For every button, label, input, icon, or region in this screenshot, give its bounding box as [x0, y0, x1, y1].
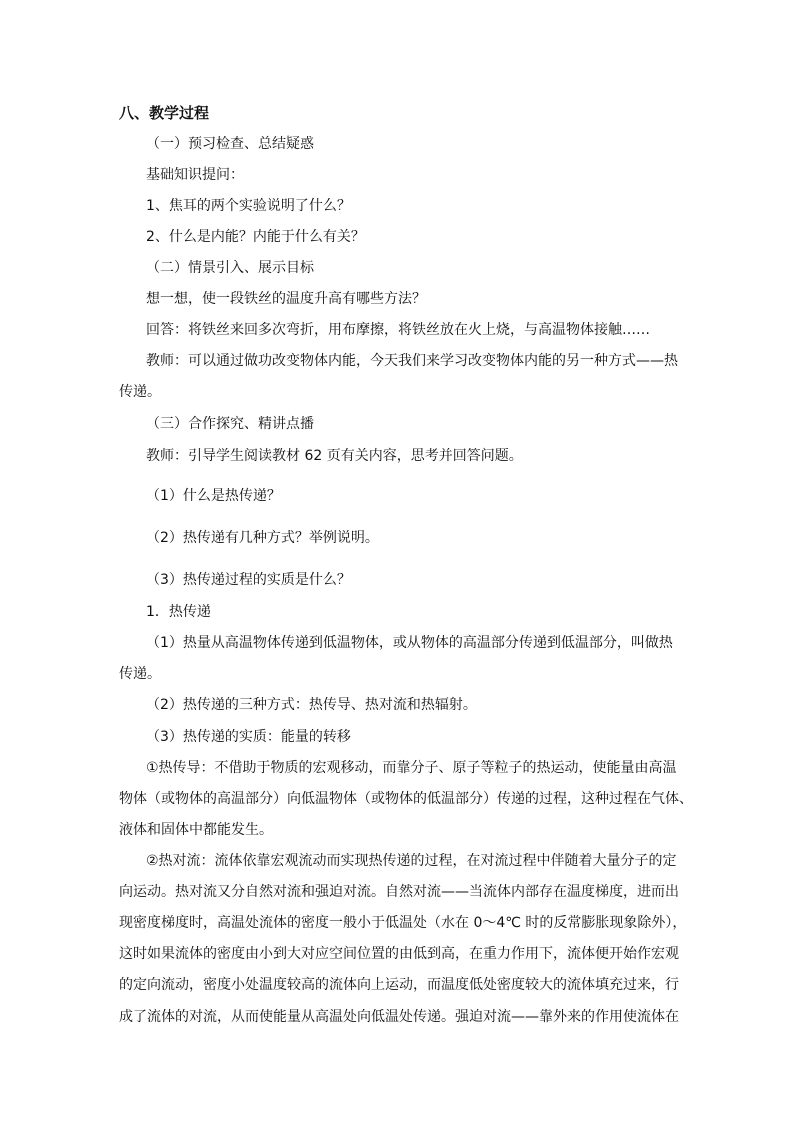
- question-line: 2、什么是内能？内能于什么有关？: [146, 229, 365, 245]
- paragraph-line: （2）热传递的三种方式：热传导、热对流和热辐射。: [146, 697, 477, 713]
- paragraph-line: 的定向流动，密度小处温度较高的流体向上运动，而温度低处密度较大的流体填充过来，行: [119, 977, 679, 993]
- paragraph-line: 教师：可以通过做功改变物体内能，今天我们来学习改变物体内能的另一种方式——热: [146, 353, 678, 369]
- paragraph-line: （3）热传递的实质：能量的转移: [146, 729, 351, 745]
- paragraph-line: 基础知识提问：: [146, 167, 244, 183]
- paragraph-line: 传递。: [119, 384, 161, 400]
- paragraph-line: （1）热量从高温物体传递到低温物体，或从物体的高温部分传递到低温部分，叫做热: [146, 635, 673, 651]
- point-title: 1．热传递: [146, 604, 211, 620]
- question-line: （2）热传递有几种方式？举例说明。: [146, 530, 379, 546]
- subsection-title: （一）预习检查、总结疑惑: [146, 136, 314, 152]
- paragraph-line: 回答：将铁丝来回多次弯折，用布摩擦，将铁丝放在火上烧，与高温物体接触……: [146, 322, 650, 338]
- paragraph-line: ①热传导：不借助于物质的宏观移动，而靠分子、原子等粒子的热运动，使能量由高温: [146, 760, 677, 776]
- section-heading: 八、教学过程: [119, 104, 210, 122]
- question-line: 1、焦耳的两个实验说明了什么？: [146, 198, 351, 214]
- paragraph-line: 成了流体的对流，从而使能量从高温处向低温处传递。强迫对流——靠外来的作用使流体在: [119, 1009, 679, 1025]
- paragraph-line: 想一想，使一段铁丝的温度升高有哪些方法？: [146, 291, 426, 307]
- subsection-title: （三）合作探究、精讲点播: [146, 416, 314, 432]
- paragraph-line: 传递。: [119, 666, 161, 682]
- subsection-title: （二）情景引入、展示目标: [146, 260, 314, 276]
- paragraph-line: 物体（或物体的高温部分）向低温物体（或物体的低温部分）传递的过程，这种过程在气体、: [119, 791, 693, 807]
- paragraph-line: 教师：引导学生阅读教材 62 页有关内容，思考并回答问题。: [146, 448, 523, 464]
- paragraph-line: 液体和固体中都能发生。: [119, 822, 273, 838]
- paragraph-line: ②热对流：流体依靠宏观流动而实现热传递的过程，在对流过程中伴随着大量分子的定: [146, 853, 677, 869]
- question-line: （3）热传递过程的实质是什么？: [146, 572, 351, 588]
- paragraph-line: 现密度梯度时，高温处流体的密度一般小于低温处（水在 0～4℃ 时的反常膨胀现象除外），: [119, 915, 687, 931]
- question-line: （1）什么是热传递？: [146, 488, 281, 504]
- paragraph-line: 向运动。热对流又分自然对流和强迫对流。自然对流——当流体内部存在温度梯度，进而出: [119, 884, 679, 900]
- paragraph-line: 这时如果流体的密度由小到大对应空间位置的由低到高，在重力作用下，流体便开始作宏观: [119, 946, 679, 962]
